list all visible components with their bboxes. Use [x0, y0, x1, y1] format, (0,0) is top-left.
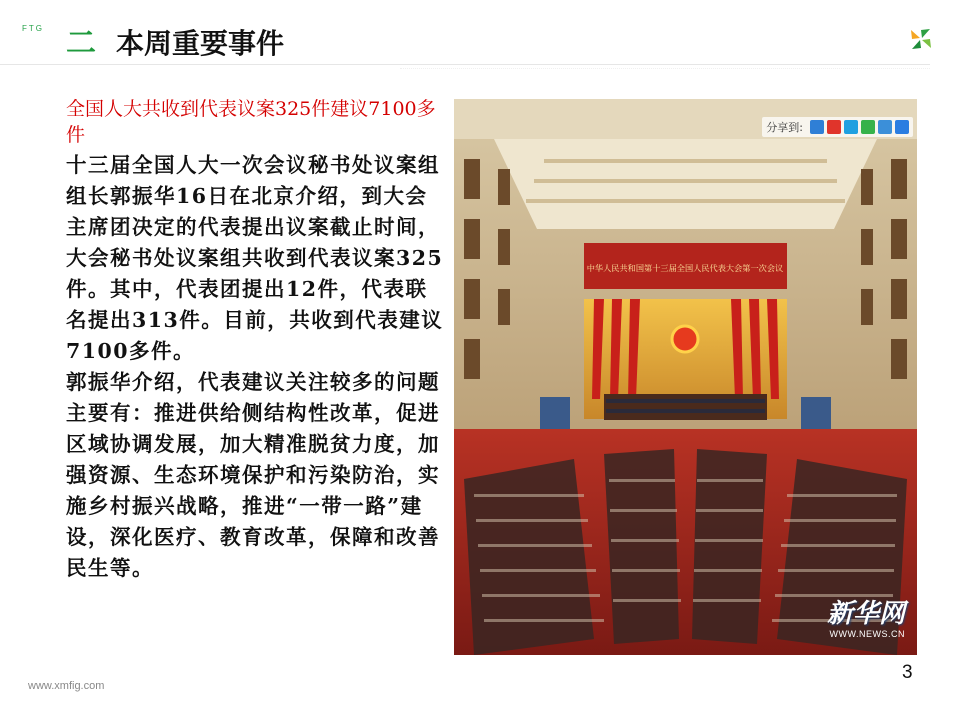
corner-tag: FTG	[22, 24, 44, 33]
watermark-logo-text: 新华网	[826, 599, 905, 629]
qzone-share-icon[interactable]	[810, 120, 824, 134]
share-bar	[762, 117, 913, 137]
section-number: 二	[66, 26, 96, 61]
news-photo	[454, 99, 917, 655]
article-paragraph-2: 郭振华介绍，代表建议关注较多的问题主要有：推进供给侧结构性改革，促进区域协调发展，加大精准脱贫力度，加强资源、生态环境保护和污染防治，实施乡村振兴战略，推进“一带一路”建设，深化医疗、教育改革，保障和改善民生等。	[66, 370, 440, 580]
watermark-url: WWW.NEWS.CN	[829, 629, 905, 639]
renren-share-icon[interactable]	[878, 120, 892, 134]
share-label: 分享到:	[766, 121, 803, 134]
header-divider-dotted	[400, 68, 930, 69]
article-paragraph-1: 十三届全国人大一次会议秘书处议案组组长郭振华16日在北京介绍，到大会主席团决定的代表提出议案截止时间，大会秘书处议案组共收到代表议案325件。其中，代表团提出12件，代表联名提出313件。目前，共收到代表建议7100多件。	[66, 153, 444, 363]
footer-website: www.xmfig.com	[28, 680, 105, 692]
article-headline: 全国人大共收到代表议案325件建议7100多件	[66, 98, 436, 146]
article-text	[66, 96, 448, 584]
wechat-share-icon[interactable]	[861, 120, 875, 134]
hall-banner-text: 中华人民共和国第十三届全国人民代表大会第一次会议	[586, 263, 784, 273]
page-title: 本周重要事件	[116, 27, 285, 60]
great-hall-illustration	[454, 99, 917, 655]
header-divider	[0, 64, 930, 65]
company-logo-icon	[908, 26, 934, 52]
tencent-weibo-share-icon[interactable]	[844, 120, 858, 134]
page-number: 3	[902, 662, 913, 683]
xinhua-watermark	[827, 599, 905, 639]
weibo-share-icon[interactable]	[827, 120, 841, 134]
more-share-icon[interactable]	[895, 120, 909, 134]
